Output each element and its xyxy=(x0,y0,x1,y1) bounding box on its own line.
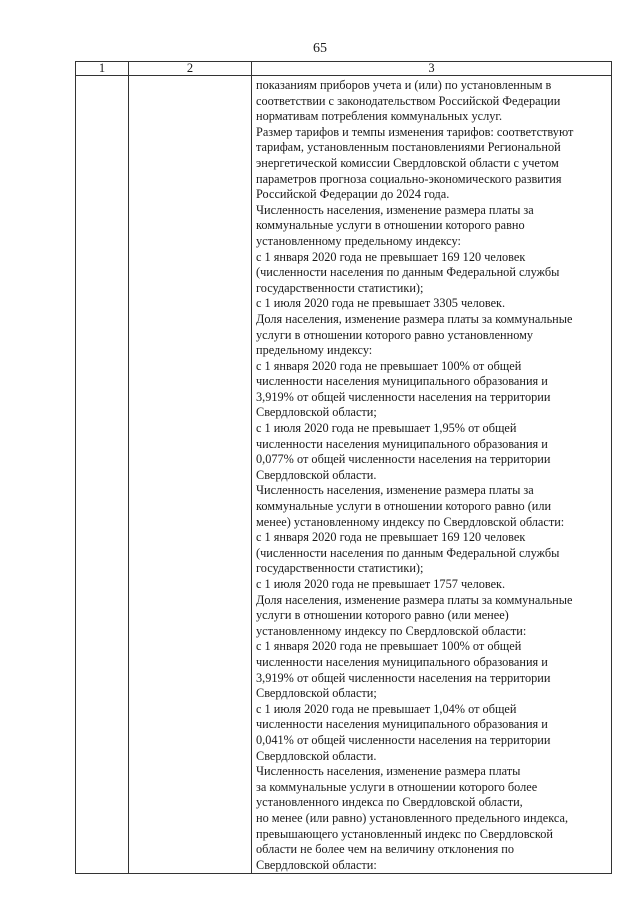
text-line: энергетической комиссии Свердловской области с учетом xyxy=(256,155,559,170)
cell-column-1 xyxy=(76,76,129,874)
column-header-3: 3 xyxy=(252,62,612,76)
text-line: за коммунальные услуги в отношении которого более xyxy=(256,779,538,794)
text-line: 0,041% от общей численности населения на территории xyxy=(256,732,551,747)
column-header-2: 2 xyxy=(129,62,252,76)
text-line: с 1 января 2020 года не превышает 169 120 человек xyxy=(256,249,526,264)
text-line: Свердловской области: xyxy=(256,857,377,872)
text-line: Численность населения, изменение размера платы за xyxy=(256,202,534,217)
text-line: услуги в отношении которого равно (или менее) xyxy=(256,608,509,623)
text-line: услуги в отношении которого равно установленному xyxy=(256,327,534,342)
text-line: 3,919% от общей численности населения на территории xyxy=(256,670,551,685)
text-line: государственности статистики); xyxy=(256,280,424,295)
text-line: (численности населения по данным Федеральной службы xyxy=(256,265,560,280)
column-header-1: 1 xyxy=(76,62,129,76)
text-line: соответствии с законодательством Российской Федерации xyxy=(256,93,561,108)
text-line: тарифам, установленным постановлениями Региональной xyxy=(256,140,561,155)
text-line: установленному индексу по Свердловской области: xyxy=(256,623,527,638)
text-line: менее) установленному индексу по Свердловской области: xyxy=(256,514,565,529)
text-line: превышающего установленный индекс по Свердловской xyxy=(256,826,553,841)
text-line: Свердловской области; xyxy=(256,405,377,420)
text-line: Доля населения, изменение размера платы за коммунальные xyxy=(256,311,573,326)
text-line: с 1 января 2020 года не превышает 100% от общей xyxy=(256,358,522,373)
text-line: показаниям приборов учета и (или) по установленным в xyxy=(256,78,552,92)
text-line: установленному предельному индексу: xyxy=(256,233,461,248)
text-line: с 1 июля 2020 года не превышает 1757 человек. xyxy=(256,577,506,591)
text-line: Свердловской области; xyxy=(256,686,377,701)
text-line: численности населения муниципального образования и xyxy=(256,717,548,732)
text-line: с 1 июля 2020 года не превышает 1,04% от общей xyxy=(256,701,517,716)
text-line: с 1 января 2020 года не превышает 100% от общей xyxy=(256,639,522,654)
text-line: с 1 июля 2020 года не превышает 3305 человек. xyxy=(256,296,506,311)
text-line: Свердловской области. xyxy=(256,467,377,482)
text-line: установленного индекса по Свердловской области, xyxy=(256,795,523,810)
table-row xyxy=(76,76,612,874)
text-line: предельному индексу: xyxy=(256,343,373,358)
text-line: численности населения муниципального образования и xyxy=(256,654,548,669)
text-line: с 1 января 2020 года не превышает 169 120 человек xyxy=(256,530,526,545)
text-line: области не более чем на величину отклонения по xyxy=(256,842,515,857)
text-line: Численность населения, изменение размера платы xyxy=(256,764,521,779)
text-line: Свердловской области. xyxy=(256,748,377,763)
text-line: численности населения муниципального образования и xyxy=(256,436,548,451)
text-line: параметров прогноза социально-экономического развития xyxy=(256,171,562,186)
text-line: коммунальные услуги в отношении которого равно (или xyxy=(256,499,552,514)
text-line: государственности статистики); xyxy=(256,561,424,576)
text-line: Доля населения, изменение размера платы за коммунальные xyxy=(256,592,573,607)
text-line: с 1 июля 2020 года не превышает 1,95% от общей xyxy=(256,421,517,436)
table-header-row xyxy=(76,62,612,76)
cell-column-3 xyxy=(252,76,612,874)
text-line: Численность населения, изменение размера платы за xyxy=(256,483,534,498)
document-table xyxy=(75,61,612,874)
page-number: 65 xyxy=(313,41,327,56)
text-line: Размер тарифов и темпы изменения тарифов: соответствуют xyxy=(256,124,574,139)
text-line: 0,077% от общей численности населения на территории xyxy=(256,452,551,467)
text-line: (численности населения по данным Федеральной службы xyxy=(256,545,560,560)
column-3-text xyxy=(252,76,611,873)
text-line: нормативам потребления коммунальных услуг. xyxy=(256,109,503,124)
text-line: численности населения муниципального образования и xyxy=(256,374,548,389)
text-line: 3,919% от общей численности населения на территории xyxy=(256,389,551,404)
text-line: но менее (или равно) установленного предельного индекса, xyxy=(256,810,569,825)
text-line: коммунальные услуги в отношении которого равно xyxy=(256,218,525,233)
text-line: Российской Федерации до 2024 года. xyxy=(256,187,450,202)
cell-column-2 xyxy=(129,76,252,874)
